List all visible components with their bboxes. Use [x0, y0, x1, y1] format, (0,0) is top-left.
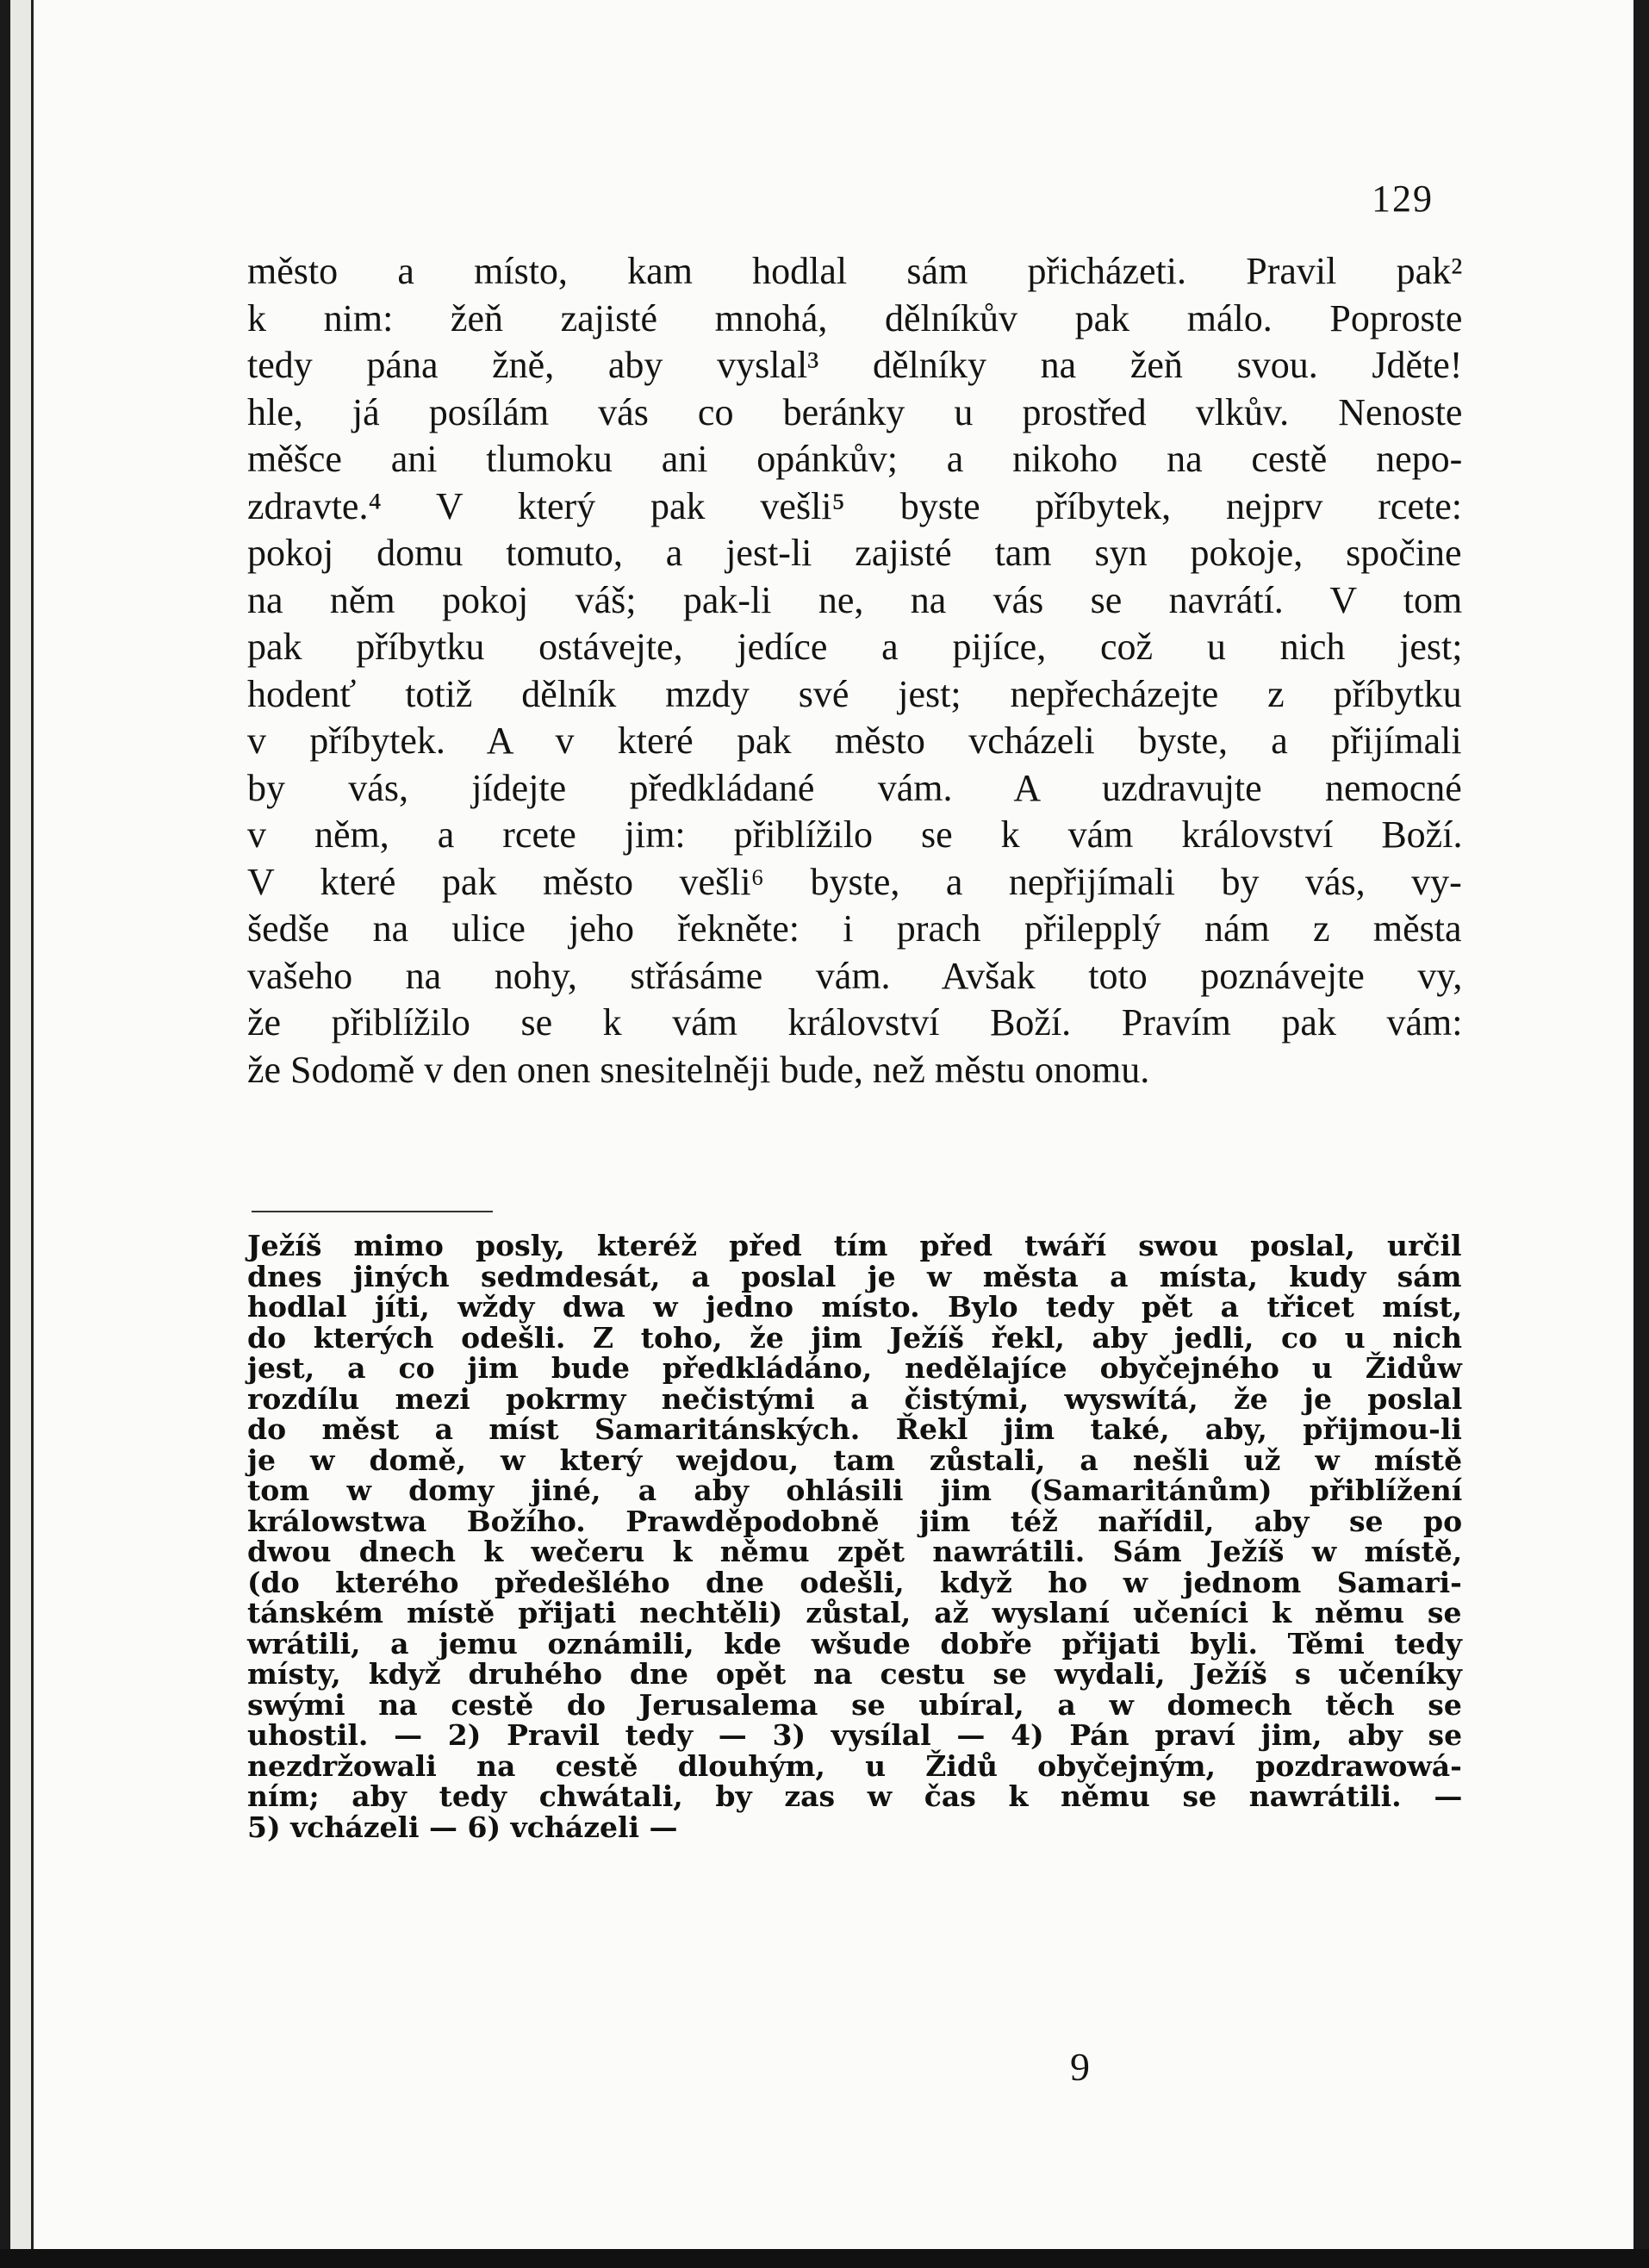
- text-line: v něm, a rcete jim: přiblížilo se k vám království Boží.: [247, 813, 1463, 856]
- footnote-line: rozdílu mezi pokrmy nečistými a čistými, wyswítá, že je poslal: [247, 1381, 1463, 1416]
- footnote-line: 5) vcházeli — 6) vcházeli —: [247, 1810, 678, 1844]
- main-text: [247, 248, 1462, 1094]
- footnote-line: hodlal jíti, wždy dwa w jedno místo. Bylo tedy pět a třicet míst,: [247, 1290, 1463, 1324]
- text-line: by vás, jídejte předkládané vám. A uzdravujte nemocné: [247, 766, 1462, 809]
- footnote-line: Ježíš mimo posly, kteréž před tím před twáří swou poslal, určil: [247, 1229, 1462, 1262]
- footnotes: [247, 1231, 1462, 1842]
- book-page: [10, 0, 1633, 2268]
- footnote-line: (do kterého předešlého dne odešli, když ho w jednom Samari-: [247, 1565, 1462, 1599]
- text-line: pokoj domu tomuto, a jest-li zajisté tam syn pokoje, spočine: [247, 532, 1462, 574]
- text-line: k nim: žeň zajisté mnohá, dělníkův pak málo. Poproste: [247, 296, 1463, 340]
- page-number: 129: [1372, 178, 1434, 220]
- text-line: měšce ani tlumoku ani opánkův; a nikoho na cestě nepo-: [247, 438, 1463, 480]
- text-line: město a místo, kam hodlal sám přicházeti. Pravil pak²: [247, 250, 1463, 292]
- signature-mark: 9: [1070, 2045, 1090, 2089]
- footnote-line: místy, když druhého dne opět na cestu se wydali, Ježíš s učeníky: [247, 1657, 1462, 1691]
- footnote-line: dwou dnech k wečeru k němu zpět nawrátili. Sám Ježíš w místě,: [247, 1535, 1463, 1568]
- text-line: že přiblížilo se k vám království Boží. Pravím pak vám:: [247, 1001, 1463, 1044]
- text-line: hle, já posílám vás co beránky u prostřed vlkův. Nenoste: [247, 390, 1463, 433]
- text-line: pak příbytku ostávejte, jedíce a pijíce, což u nich jest;: [247, 626, 1463, 668]
- text-line: šedše na ulice jeho řekněte: i prach přilepplý nám z města: [247, 907, 1462, 950]
- footnote-line: nezdržowali na cestě dlouhým, u Židů obyčejným, pozdrawowá-: [247, 1748, 1462, 1783]
- scan-bottom-edge: [0, 2249, 1649, 2268]
- footnote-line: wrátili, a jemu oznámili, kde wšude dobře přijati byli. Těmi tedy: [247, 1626, 1462, 1660]
- footnote-divider: [252, 1211, 493, 1212]
- footnote-line: jest, a co jim bude předkládáno, nedělajíce obyčejného u Židůw: [247, 1351, 1462, 1385]
- text-line: zdravte.⁴ V který pak vešli⁵ byste příbytek, nejprv rcete:: [247, 484, 1462, 527]
- footnote-line: dnes jiných sedmdesát, a poslal je w města a místa, kudy sám: [247, 1259, 1462, 1293]
- text-line: tedy pána žně, aby vyslal³ dělníky na žeň svou. Jděte!: [247, 344, 1463, 386]
- footnote-line: do kterých odešli. Z toho, že jim Ježíš řekl, aby jedli, co u nich: [247, 1320, 1463, 1355]
- page-binding-edge: [10, 0, 34, 2268]
- footnote-line: ním; aby tedy chwátali, by zas w čas k němu se nawrátili. —: [247, 1779, 1463, 1813]
- footnote-line: králowstwa Božího. Prawděpodobně jim též nařídil, aby se po: [247, 1504, 1463, 1538]
- text-line: V které pak město vešli⁶ byste, a nepřijímali by vás, vy-: [247, 860, 1462, 903]
- text-line: hodenť totiž dělník mzdy své jest; nepřecházejte z příbytku: [247, 672, 1462, 715]
- text-line: v příbytek. A v které pak město vcházeli byste, a přijímali: [247, 720, 1462, 762]
- text-line: že Sodomě v den onen snesitelněji bude, než městu onomu.: [247, 1048, 1150, 1091]
- text-line: vašeho na nohy, střásáme vám. Avšak toto poznávejte vy,: [247, 954, 1463, 997]
- footnote-line: tom w domy jiné, a aby ohlásili jim (Samaritánům) přiblížení: [247, 1474, 1463, 1507]
- footnote-line: swými na cestě do Jerusalema se ubíral, a w domech těch se: [247, 1687, 1462, 1722]
- footnote-line: tánském místě přijati nechtěli) zůstal, až wyslaní učeníci k němu se: [247, 1596, 1462, 1629]
- footnote-line: je w domě, w který wejdou, tam zůstali, a nešli už w místě: [247, 1442, 1463, 1477]
- footnote-line: uhostil. — 2) Pravil tedy — 3) vysílal — 4) Pán praví jim, aby se: [247, 1718, 1463, 1752]
- footnote-line: do měst a míst Samaritánských. Řekl jim také, aby, přijmou-li: [247, 1412, 1462, 1446]
- text-line: na něm pokoj váš; pak-li ne, na vás se navrátí. V tom: [247, 578, 1463, 621]
